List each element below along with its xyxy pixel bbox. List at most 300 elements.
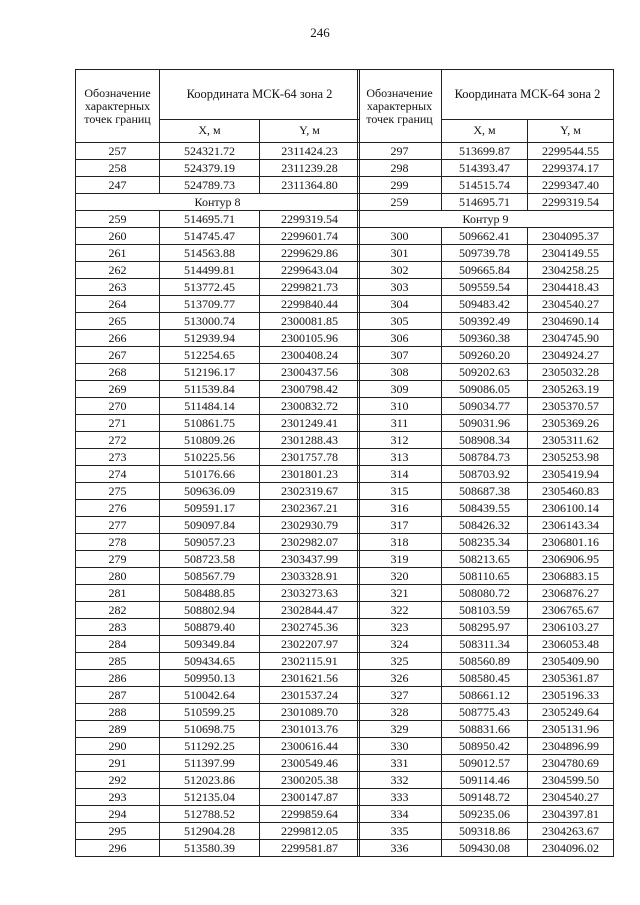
- point-number-cell: 323: [358, 619, 442, 636]
- table-row: [76, 653, 360, 670]
- point-number-cell: 333: [358, 789, 442, 806]
- x-coordinate-cell: 508103.59: [442, 602, 528, 619]
- x-coordinate-cell: 508110.65: [442, 568, 528, 585]
- table-row: [76, 160, 360, 177]
- y-coordinate-cell: 2302319.67: [260, 483, 360, 500]
- point-number-cell: 316: [358, 500, 442, 517]
- y-coordinate-cell: 2305263.19: [528, 381, 614, 398]
- y-coordinate-cell: 2302367.21: [260, 500, 360, 517]
- table-row: [358, 806, 614, 823]
- x-coordinate-cell: 508213.65: [442, 551, 528, 568]
- point-number-cell: 315: [358, 483, 442, 500]
- y-coordinate-cell: 2305460.83: [528, 483, 614, 500]
- table-row: [76, 313, 360, 330]
- y-coordinate-cell: 2300147.87: [260, 789, 360, 806]
- y-coordinate-cell: 2304924.27: [528, 347, 614, 364]
- y-coordinate-cell: 2306876.27: [528, 585, 614, 602]
- table-row: [76, 364, 360, 381]
- x-coordinate-cell: 511484.14: [160, 398, 260, 415]
- point-number-cell: 265: [76, 313, 160, 330]
- table-row: [358, 551, 614, 568]
- table-row: [76, 636, 360, 653]
- point-number-cell: 307: [358, 347, 442, 364]
- point-number-cell: 266: [76, 330, 160, 347]
- point-number-cell: 303: [358, 279, 442, 296]
- y-coordinate-cell: 2300616.44: [260, 738, 360, 755]
- x-coordinate-cell: 509148.72: [442, 789, 528, 806]
- point-number-cell: 325: [358, 653, 442, 670]
- x-coordinate-cell: 510809.26: [160, 432, 260, 449]
- x-coordinate-cell: 509318.86: [442, 823, 528, 840]
- y-coordinate-cell: 2306883.15: [528, 568, 614, 585]
- point-number-cell: 319: [358, 551, 442, 568]
- y-coordinate-cell: 2304540.27: [528, 296, 614, 313]
- x-coordinate-cell: 508831.66: [442, 721, 528, 738]
- point-number-cell: 294: [76, 806, 160, 823]
- x-coordinate-cell: 512135.04: [160, 789, 260, 806]
- table-row: [76, 602, 360, 619]
- table-row: [76, 772, 360, 789]
- point-number-cell: 292: [76, 772, 160, 789]
- x-coordinate-cell: 508879.40: [160, 619, 260, 636]
- point-number-cell: 299: [358, 177, 442, 194]
- table-row: [76, 721, 360, 738]
- table-row: [76, 500, 360, 517]
- table-row: [76, 551, 360, 568]
- point-number-cell: 309: [358, 381, 442, 398]
- header-point-designation: Обозначение характерных точек границ: [76, 70, 160, 143]
- x-coordinate-cell: 524379.19: [160, 160, 260, 177]
- x-coordinate-cell: 510698.75: [160, 721, 260, 738]
- table-row: [76, 704, 360, 721]
- y-coordinate-cell: 2304540.27: [528, 789, 614, 806]
- y-coordinate-cell: 2302982.07: [260, 534, 360, 551]
- table-row: [76, 840, 360, 857]
- point-number-cell: 310: [358, 398, 442, 415]
- header-y: Y, м: [528, 119, 614, 142]
- table-row: [358, 347, 614, 364]
- table-row: [76, 415, 360, 432]
- x-coordinate-cell: 514499.81: [160, 262, 260, 279]
- y-coordinate-cell: 2306053.48: [528, 636, 614, 653]
- y-coordinate-cell: 2304690.14: [528, 313, 614, 330]
- point-number-cell: 317: [358, 517, 442, 534]
- point-number-cell: 336: [358, 840, 442, 857]
- y-coordinate-cell: 2304896.99: [528, 738, 614, 755]
- header-x: X, м: [442, 119, 528, 142]
- table-row: [358, 568, 614, 585]
- table-row: [76, 687, 360, 704]
- point-number-cell: 327: [358, 687, 442, 704]
- table-row: [358, 755, 614, 772]
- point-number-cell: 273: [76, 449, 160, 466]
- point-number-cell: 286: [76, 670, 160, 687]
- y-coordinate-cell: 2299319.54: [528, 194, 614, 211]
- point-number-cell: 263: [76, 279, 160, 296]
- x-coordinate-cell: 509665.84: [442, 262, 528, 279]
- x-coordinate-cell: 509114.46: [442, 772, 528, 789]
- x-coordinate-cell: 513699.87: [442, 143, 528, 160]
- y-coordinate-cell: 2301288.43: [260, 432, 360, 449]
- x-coordinate-cell: 513709.77: [160, 296, 260, 313]
- table-row: [76, 755, 360, 772]
- x-coordinate-cell: 514515.74: [442, 177, 528, 194]
- y-coordinate-cell: 2300832.72: [260, 398, 360, 415]
- point-number-cell: 328: [358, 704, 442, 721]
- point-number-cell: 331: [358, 755, 442, 772]
- table-row: [358, 449, 614, 466]
- y-coordinate-cell: 2302207.97: [260, 636, 360, 653]
- table-row: [358, 466, 614, 483]
- x-coordinate-cell: 508426.32: [442, 517, 528, 534]
- point-number-cell: 283: [76, 619, 160, 636]
- table-row: [358, 738, 614, 755]
- x-coordinate-cell: 508661.12: [442, 687, 528, 704]
- point-number-cell: 318: [358, 534, 442, 551]
- table-row: [358, 228, 614, 245]
- contour-label: Контур 9: [358, 211, 614, 228]
- table-row: [76, 483, 360, 500]
- header-coordinate-system: Координата МСК-64 зона 2: [160, 70, 360, 120]
- header-point-designation: Обозначение характерных точек границ: [358, 70, 442, 143]
- point-number-cell: 272: [76, 432, 160, 449]
- point-number-cell: 291: [76, 755, 160, 772]
- y-coordinate-cell: 2311364.80: [260, 177, 360, 194]
- table-row: [76, 296, 360, 313]
- x-coordinate-cell: 509360.38: [442, 330, 528, 347]
- table-row: [358, 653, 614, 670]
- x-coordinate-cell: 508580.45: [442, 670, 528, 687]
- x-coordinate-cell: 509430.08: [442, 840, 528, 857]
- y-coordinate-cell: 2302115.91: [260, 653, 360, 670]
- y-coordinate-cell: 2305253.98: [528, 449, 614, 466]
- x-coordinate-cell: 512023.86: [160, 772, 260, 789]
- point-number-cell: 259: [358, 194, 442, 211]
- table-row: [76, 670, 360, 687]
- y-coordinate-cell: 2304263.67: [528, 823, 614, 840]
- y-coordinate-cell: 2300408.24: [260, 347, 360, 364]
- x-coordinate-cell: 509057.23: [160, 534, 260, 551]
- y-coordinate-cell: 2304258.25: [528, 262, 614, 279]
- x-coordinate-cell: 508703.92: [442, 466, 528, 483]
- point-number-cell: 293: [76, 789, 160, 806]
- x-coordinate-cell: 508802.94: [160, 602, 260, 619]
- y-coordinate-cell: 2305032.28: [528, 364, 614, 381]
- point-number-cell: 284: [76, 636, 160, 653]
- y-coordinate-cell: 2301249.41: [260, 415, 360, 432]
- y-coordinate-cell: 2306765.67: [528, 602, 614, 619]
- y-coordinate-cell: 2305361.87: [528, 670, 614, 687]
- y-coordinate-cell: 2306143.34: [528, 517, 614, 534]
- table-row: [358, 585, 614, 602]
- table-row: [76, 211, 360, 228]
- y-coordinate-cell: 2301621.56: [260, 670, 360, 687]
- point-number-cell: 267: [76, 347, 160, 364]
- y-coordinate-cell: 2311424.23: [260, 143, 360, 160]
- table-row: [76, 823, 360, 840]
- y-coordinate-cell: 2304745.90: [528, 330, 614, 347]
- header-x: X, м: [160, 119, 260, 142]
- table-row: [76, 228, 360, 245]
- table-row: [76, 585, 360, 602]
- table-row: [358, 381, 614, 398]
- table-row: [358, 789, 614, 806]
- y-coordinate-cell: 2303273.63: [260, 585, 360, 602]
- table-row: [358, 432, 614, 449]
- y-coordinate-cell: 2299544.55: [528, 143, 614, 160]
- y-coordinate-cell: 2304397.81: [528, 806, 614, 823]
- x-coordinate-cell: 512939.94: [160, 330, 260, 347]
- x-coordinate-cell: 508311.34: [442, 636, 528, 653]
- header-y: Y, м: [260, 119, 360, 142]
- contour-row: [76, 194, 360, 211]
- y-coordinate-cell: 2304780.69: [528, 755, 614, 772]
- x-coordinate-cell: 509202.63: [442, 364, 528, 381]
- y-coordinate-cell: 2301013.76: [260, 721, 360, 738]
- table-row: [358, 772, 614, 789]
- y-coordinate-cell: 2305131.96: [528, 721, 614, 738]
- x-coordinate-cell: 513772.45: [160, 279, 260, 296]
- y-coordinate-cell: 2299859.64: [260, 806, 360, 823]
- x-coordinate-cell: 508567.79: [160, 568, 260, 585]
- table-row: [358, 840, 614, 857]
- page-number: 246: [310, 25, 330, 40]
- point-number-cell: 330: [358, 738, 442, 755]
- x-coordinate-cell: 508908.34: [442, 432, 528, 449]
- x-coordinate-cell: 514695.71: [442, 194, 528, 211]
- table-body-right: [358, 143, 614, 857]
- y-coordinate-cell: 2300549.46: [260, 755, 360, 772]
- table-row: [358, 602, 614, 619]
- table-row: [358, 364, 614, 381]
- x-coordinate-cell: 508775.43: [442, 704, 528, 721]
- point-number-cell: 264: [76, 296, 160, 313]
- x-coordinate-cell: 511292.25: [160, 738, 260, 755]
- point-number-cell: 277: [76, 517, 160, 534]
- point-number-cell: 297: [358, 143, 442, 160]
- x-coordinate-cell: 514393.47: [442, 160, 528, 177]
- header-coordinate-system: Координата МСК-64 зона 2: [442, 70, 614, 120]
- x-coordinate-cell: 510042.64: [160, 687, 260, 704]
- x-coordinate-cell: 508488.85: [160, 585, 260, 602]
- x-coordinate-cell: 509739.78: [442, 245, 528, 262]
- y-coordinate-cell: 2301801.23: [260, 466, 360, 483]
- x-coordinate-cell: 509950.13: [160, 670, 260, 687]
- x-coordinate-cell: 509034.77: [442, 398, 528, 415]
- y-coordinate-cell: 2303328.91: [260, 568, 360, 585]
- y-coordinate-cell: 2299581.87: [260, 840, 360, 857]
- y-coordinate-cell: 2306801.16: [528, 534, 614, 551]
- x-coordinate-cell: 508687.38: [442, 483, 528, 500]
- point-number-cell: 287: [76, 687, 160, 704]
- y-coordinate-cell: 2304096.02: [528, 840, 614, 857]
- point-number-cell: 279: [76, 551, 160, 568]
- point-number-cell: 311: [358, 415, 442, 432]
- y-coordinate-cell: 2299319.54: [260, 211, 360, 228]
- x-coordinate-cell: 509349.84: [160, 636, 260, 653]
- x-coordinate-cell: 509662.41: [442, 228, 528, 245]
- x-coordinate-cell: 514745.47: [160, 228, 260, 245]
- point-number-cell: 334: [358, 806, 442, 823]
- x-coordinate-cell: 513580.39: [160, 840, 260, 857]
- point-number-cell: 332: [358, 772, 442, 789]
- y-coordinate-cell: 2303437.99: [260, 551, 360, 568]
- table-row: [76, 789, 360, 806]
- x-coordinate-cell: 512788.52: [160, 806, 260, 823]
- x-coordinate-cell: 510225.56: [160, 449, 260, 466]
- y-coordinate-cell: 2299374.17: [528, 160, 614, 177]
- point-number-cell: 305: [358, 313, 442, 330]
- y-coordinate-cell: 2299821.73: [260, 279, 360, 296]
- table-row: [358, 670, 614, 687]
- table-row: [358, 517, 614, 534]
- coordinates-table-left: [75, 69, 360, 857]
- point-number-cell: 302: [358, 262, 442, 279]
- x-coordinate-cell: 509235.06: [442, 806, 528, 823]
- table-row: [76, 466, 360, 483]
- x-coordinate-cell: 510176.66: [160, 466, 260, 483]
- point-number-cell: 308: [358, 364, 442, 381]
- point-number-cell: 275: [76, 483, 160, 500]
- point-number-cell: 320: [358, 568, 442, 585]
- point-number-cell: 247: [76, 177, 160, 194]
- table-row: [358, 313, 614, 330]
- table-row: [76, 262, 360, 279]
- y-coordinate-cell: 2306100.14: [528, 500, 614, 517]
- point-number-cell: 290: [76, 738, 160, 755]
- x-coordinate-cell: 509559.54: [442, 279, 528, 296]
- x-coordinate-cell: 509591.17: [160, 500, 260, 517]
- y-coordinate-cell: 2302844.47: [260, 602, 360, 619]
- y-coordinate-cell: 2299629.86: [260, 245, 360, 262]
- x-coordinate-cell: 514563.88: [160, 245, 260, 262]
- point-number-cell: 270: [76, 398, 160, 415]
- table-row: [358, 619, 614, 636]
- point-number-cell: 259: [76, 211, 160, 228]
- y-coordinate-cell: 2299347.40: [528, 177, 614, 194]
- table-row: [358, 194, 614, 211]
- x-coordinate-cell: 514695.71: [160, 211, 260, 228]
- point-number-cell: 298: [358, 160, 442, 177]
- x-coordinate-cell: 508723.58: [160, 551, 260, 568]
- table-row: [76, 517, 360, 534]
- point-number-cell: 257: [76, 143, 160, 160]
- x-coordinate-cell: 508295.97: [442, 619, 528, 636]
- x-coordinate-cell: 508235.34: [442, 534, 528, 551]
- table-row: [76, 619, 360, 636]
- y-coordinate-cell: 2300105.96: [260, 330, 360, 347]
- x-coordinate-cell: 509392.49: [442, 313, 528, 330]
- table-row: [76, 738, 360, 755]
- x-coordinate-cell: 524789.73: [160, 177, 260, 194]
- point-number-cell: 314: [358, 466, 442, 483]
- point-number-cell: 306: [358, 330, 442, 347]
- point-number-cell: 329: [358, 721, 442, 738]
- point-number-cell: 324: [358, 636, 442, 653]
- table-row: [358, 415, 614, 432]
- x-coordinate-cell: 509636.09: [160, 483, 260, 500]
- table-row: [76, 534, 360, 551]
- table-row: [358, 534, 614, 551]
- x-coordinate-cell: 509483.42: [442, 296, 528, 313]
- table-row: [358, 262, 614, 279]
- x-coordinate-cell: 508560.89: [442, 653, 528, 670]
- y-coordinate-cell: 2299643.04: [260, 262, 360, 279]
- y-coordinate-cell: 2299840.44: [260, 296, 360, 313]
- y-coordinate-cell: 2300205.38: [260, 772, 360, 789]
- table-row: [358, 143, 614, 160]
- x-coordinate-cell: 508784.73: [442, 449, 528, 466]
- y-coordinate-cell: 2301757.78: [260, 449, 360, 466]
- point-number-cell: 326: [358, 670, 442, 687]
- coordinates-table-right: [357, 69, 614, 857]
- point-number-cell: 321: [358, 585, 442, 602]
- table-row: [358, 398, 614, 415]
- x-coordinate-cell: 509012.57: [442, 755, 528, 772]
- table-row: [76, 568, 360, 585]
- point-number-cell: 278: [76, 534, 160, 551]
- table-row: [76, 330, 360, 347]
- x-coordinate-cell: 513000.74: [160, 313, 260, 330]
- x-coordinate-cell: 508080.72: [442, 585, 528, 602]
- y-coordinate-cell: 2300081.85: [260, 313, 360, 330]
- y-coordinate-cell: 2311239.28: [260, 160, 360, 177]
- x-coordinate-cell: 510861.75: [160, 415, 260, 432]
- y-coordinate-cell: 2305369.26: [528, 415, 614, 432]
- point-number-cell: 301: [358, 245, 442, 262]
- table-body-left: [76, 143, 360, 857]
- table-row: [358, 704, 614, 721]
- table-row: [76, 398, 360, 415]
- table-row: [358, 687, 614, 704]
- y-coordinate-cell: 2305419.94: [528, 466, 614, 483]
- y-coordinate-cell: 2306103.27: [528, 619, 614, 636]
- point-number-cell: 300: [358, 228, 442, 245]
- y-coordinate-cell: 2301089.70: [260, 704, 360, 721]
- point-number-cell: 276: [76, 500, 160, 517]
- point-number-cell: 312: [358, 432, 442, 449]
- y-coordinate-cell: 2304149.55: [528, 245, 614, 262]
- table-row: [358, 245, 614, 262]
- y-coordinate-cell: 2302745.36: [260, 619, 360, 636]
- point-number-cell: 289: [76, 721, 160, 738]
- table-row: [76, 449, 360, 466]
- x-coordinate-cell: 509434.65: [160, 653, 260, 670]
- contour-row: [358, 211, 614, 228]
- table-row: [76, 279, 360, 296]
- x-coordinate-cell: 509086.05: [442, 381, 528, 398]
- point-number-cell: 313: [358, 449, 442, 466]
- x-coordinate-cell: 512196.17: [160, 364, 260, 381]
- point-number-cell: 268: [76, 364, 160, 381]
- x-coordinate-cell: 512254.65: [160, 347, 260, 364]
- x-coordinate-cell: 509260.20: [442, 347, 528, 364]
- point-number-cell: 288: [76, 704, 160, 721]
- point-number-cell: 271: [76, 415, 160, 432]
- point-number-cell: 335: [358, 823, 442, 840]
- y-coordinate-cell: 2302930.79: [260, 517, 360, 534]
- y-coordinate-cell: 2306906.95: [528, 551, 614, 568]
- x-coordinate-cell: 509031.96: [442, 415, 528, 432]
- y-coordinate-cell: 2300437.56: [260, 364, 360, 381]
- table-row: [76, 143, 360, 160]
- point-number-cell: 296: [76, 840, 160, 857]
- y-coordinate-cell: 2304418.43: [528, 279, 614, 296]
- y-coordinate-cell: 2301537.24: [260, 687, 360, 704]
- table-row: [76, 347, 360, 364]
- y-coordinate-cell: 2300798.42: [260, 381, 360, 398]
- point-number-cell: 282: [76, 602, 160, 619]
